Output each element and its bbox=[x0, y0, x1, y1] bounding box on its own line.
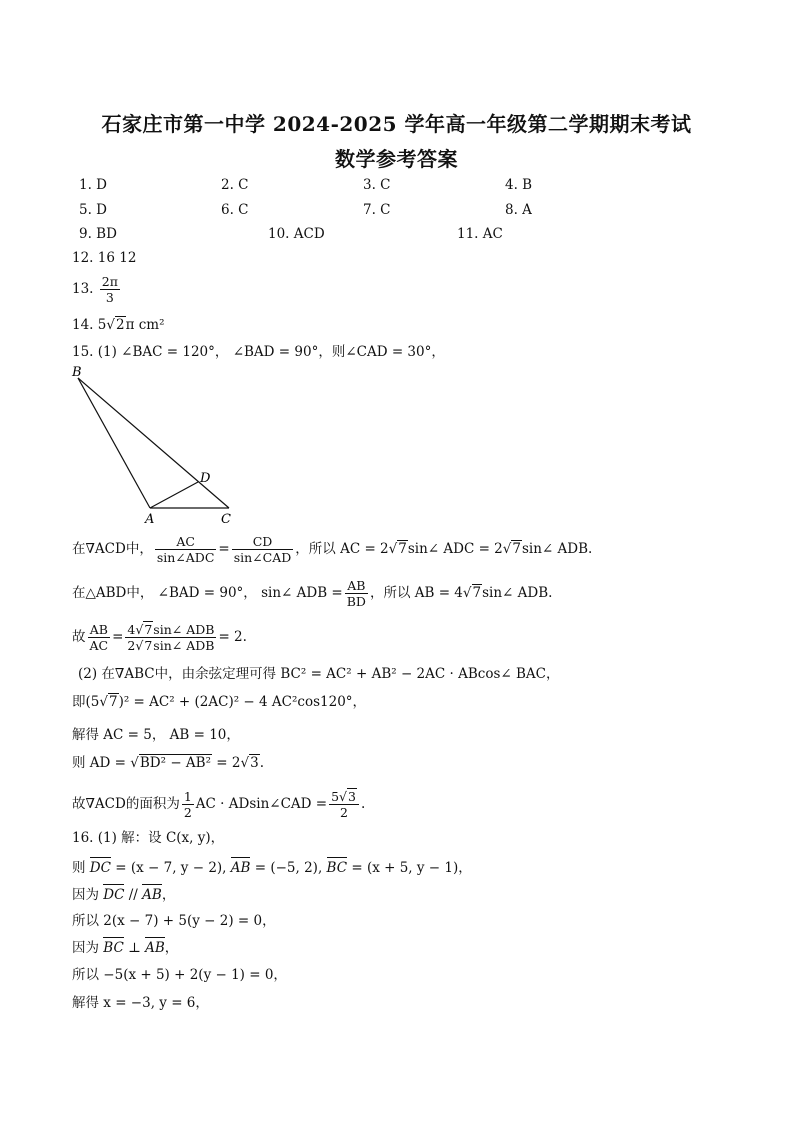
text-segment: = (x − 7, y − 2), bbox=[110, 860, 231, 876]
vector-BC: BC bbox=[326, 860, 348, 876]
answer-10: 10. ACD bbox=[268, 226, 325, 242]
q15-line-ratio bbox=[72, 622, 247, 653]
radicand: 7 bbox=[398, 541, 407, 557]
text-segment: sin∠ ADC = 2 bbox=[407, 541, 503, 557]
label-C: C bbox=[221, 512, 231, 527]
answer-13-numerator: 2π bbox=[101, 274, 118, 289]
text-segment: = 2. bbox=[218, 629, 247, 645]
answer-14: 14. 5√2π cm² bbox=[72, 317, 165, 333]
answer-13 bbox=[72, 274, 122, 305]
vector-BC: BC bbox=[103, 940, 124, 956]
q16-line-solution: 解得 x = −3, y = 6， bbox=[72, 995, 209, 1011]
answer-14-radicand: 2 bbox=[115, 317, 125, 333]
answer-11: 11. AC bbox=[457, 226, 503, 242]
numerator: CD bbox=[232, 534, 294, 550]
q15-line-substitution: 即(5√7)² = AC² + (2AC)² − 4 AC²cos120°， bbox=[72, 694, 367, 710]
fraction bbox=[329, 789, 359, 820]
q16-line-eq1: 所以 2(x − 7) + 5(y − 2) = 0， bbox=[72, 913, 276, 929]
numerator: AC bbox=[155, 534, 217, 550]
text-segment: = bbox=[218, 541, 230, 557]
text-segment: 因为 bbox=[72, 940, 104, 956]
triangle-figure bbox=[66, 362, 246, 527]
text-segment: sin∠ ADB. bbox=[482, 585, 553, 601]
text-segment: ， bbox=[164, 940, 179, 956]
q15-part2-heading: (2) 在∇ABC中，由余弦定理可得 BC² = AC² + AB² − 2AC · ABcos∠ BAC， bbox=[78, 666, 560, 682]
text-segment: . bbox=[259, 755, 264, 771]
q16-line-parallel bbox=[72, 886, 175, 904]
answer-3: 3. C bbox=[363, 177, 391, 193]
text-segment: 故∇ACD的面积为 bbox=[72, 796, 180, 812]
denominator: AC bbox=[89, 638, 109, 653]
text-segment: )² = AC² + (2AC)² − 4 AC²cos120°， bbox=[118, 694, 367, 710]
numerator: 5√3 bbox=[329, 789, 359, 805]
text-segment: . bbox=[360, 796, 366, 812]
text-segment: AC · ADsin∠CAD = bbox=[195, 796, 328, 812]
label-B: B bbox=[72, 365, 82, 380]
vector-AB: AB bbox=[142, 887, 162, 903]
answer-12: 12. 16 12 bbox=[72, 250, 137, 266]
text-segment: sin∠ ADB. bbox=[521, 541, 593, 557]
text-segment: sin∠ ADB bbox=[153, 638, 215, 653]
text-segment: 在∇ACD中， bbox=[72, 541, 153, 557]
text-segment: 因为 bbox=[72, 887, 104, 903]
radicand: 7 bbox=[472, 585, 482, 601]
text-segment: = (x + 5, y − 1)， bbox=[347, 860, 472, 876]
vector-DC: DC bbox=[103, 887, 125, 903]
denominator: sin∠ADC bbox=[156, 550, 215, 565]
radicand: 7 bbox=[144, 638, 153, 653]
text-segment: 4 bbox=[127, 622, 136, 637]
text-segment: ， bbox=[161, 887, 176, 903]
text-segment: = bbox=[112, 629, 124, 645]
answer-2: 2. C bbox=[221, 177, 249, 193]
radicand: 7 bbox=[512, 541, 521, 557]
fraction bbox=[182, 789, 194, 820]
numerator: AB bbox=[345, 578, 368, 594]
text-segment: 故 bbox=[72, 629, 86, 645]
answer-14-coefficient: 5 bbox=[97, 317, 107, 333]
label-D: D bbox=[200, 471, 211, 486]
q15-line-AD: 则 AD = √BD² − AB² = 2√3. bbox=[72, 755, 264, 771]
label-A: A bbox=[145, 512, 155, 527]
segment-BC bbox=[78, 378, 229, 508]
answer-7: 7. C bbox=[363, 202, 391, 218]
denominator: 2√7sin∠ ADB bbox=[127, 638, 215, 653]
fraction bbox=[88, 622, 111, 653]
text-segment: // bbox=[124, 887, 143, 903]
answer-8: 8. A bbox=[505, 202, 532, 218]
segment-BA bbox=[78, 378, 150, 508]
denominator: 2 bbox=[183, 805, 192, 820]
radicand: 7 bbox=[108, 694, 118, 710]
radicand: 7 bbox=[144, 622, 153, 637]
answer-13-fraction bbox=[100, 274, 120, 305]
q16-line-perpendicular bbox=[72, 939, 178, 957]
q15-part1-heading: 15. (1) ∠BAC = 120°， ∠BAD = 90°，则∠CAD = 30°， bbox=[72, 344, 445, 360]
fraction bbox=[155, 534, 217, 565]
numerator: AB bbox=[88, 622, 111, 638]
document-title: 石家庄市第一中学 2024-2025 学年高一年级第二学期期末考试 bbox=[101, 112, 692, 136]
q15-line-solve: 解得 AC = 5， AB = 10， bbox=[72, 727, 240, 743]
answer-14-unit: π cm² bbox=[125, 317, 165, 333]
answer-6: 6. C bbox=[221, 202, 249, 218]
text-segment: 5 bbox=[331, 789, 340, 804]
answer-1: 1. D bbox=[79, 177, 107, 193]
q15-line-area bbox=[72, 789, 365, 820]
text-segment: 2 bbox=[127, 638, 136, 653]
answer-9: 9. BD bbox=[79, 226, 117, 242]
text-segment: ，所以 AB = 4 bbox=[369, 585, 463, 601]
denominator: 2 bbox=[340, 805, 348, 820]
fraction bbox=[232, 534, 294, 565]
radicand: 3 bbox=[250, 755, 259, 771]
numerator: 1 bbox=[183, 789, 192, 804]
text-segment: = 2 bbox=[212, 755, 241, 771]
q16-line-eq2: 所以 −5(x + 5) + 2(y − 1) = 0， bbox=[72, 967, 287, 983]
radicand: 3 bbox=[348, 789, 356, 804]
text-segment: ⊥ bbox=[123, 940, 146, 956]
segment-AD bbox=[150, 482, 198, 508]
numerator: 4√7sin∠ ADB bbox=[127, 622, 215, 637]
q15-line-law-of-sines: 在∇ACD中， $\frac{AC}{\text{sin∠ADC}}$ = $\frac{CD}{\text{sin∠CAD}}$ ，所以 AC = 2√7sin∠ ADC = 2√7sin∠ ADB. bbox=[72, 534, 593, 565]
fraction bbox=[345, 578, 368, 609]
text-segment: 则 AD = bbox=[72, 755, 131, 771]
text-segment: sin∠ ADB bbox=[153, 622, 215, 637]
radicand: BD² − AB² bbox=[139, 755, 212, 771]
answer-13-number: 13. bbox=[72, 281, 94, 297]
vector-DC: DC bbox=[89, 860, 111, 876]
document-subtitle: 数学参考答案 bbox=[335, 147, 458, 171]
answer-4: 4. B bbox=[505, 177, 533, 193]
text-segment: 在△ABD中， ∠BAD = 90°， sin∠ ADB = bbox=[72, 585, 343, 601]
q16-line-vectors bbox=[72, 859, 472, 877]
vector-AB: AB bbox=[145, 940, 165, 956]
text-segment: = (−5, 2), bbox=[250, 860, 327, 876]
text-segment: ，所以 AC = 2 bbox=[295, 541, 389, 557]
q15-line-sine-ADB: 在△ABD中， ∠BAD = 90°， sin∠ ADB = $\frac{AB}{BD}$ ，所以 AB = 4√7sin∠ ADB. bbox=[72, 578, 553, 609]
answer-13-denominator: 3 bbox=[105, 290, 114, 305]
text-segment: 则 bbox=[72, 860, 90, 876]
text-segment: 即(5 bbox=[72, 694, 100, 710]
denominator: BD bbox=[346, 594, 366, 609]
denominator: sin∠CAD bbox=[233, 550, 292, 565]
q16-heading: 16. (1) 解：设 C(x, y)， bbox=[72, 830, 225, 846]
answer-5: 5. D bbox=[79, 202, 107, 218]
fraction bbox=[125, 622, 216, 653]
vector-AB: AB bbox=[230, 860, 251, 876]
answer-14-number: 14. bbox=[72, 317, 94, 333]
